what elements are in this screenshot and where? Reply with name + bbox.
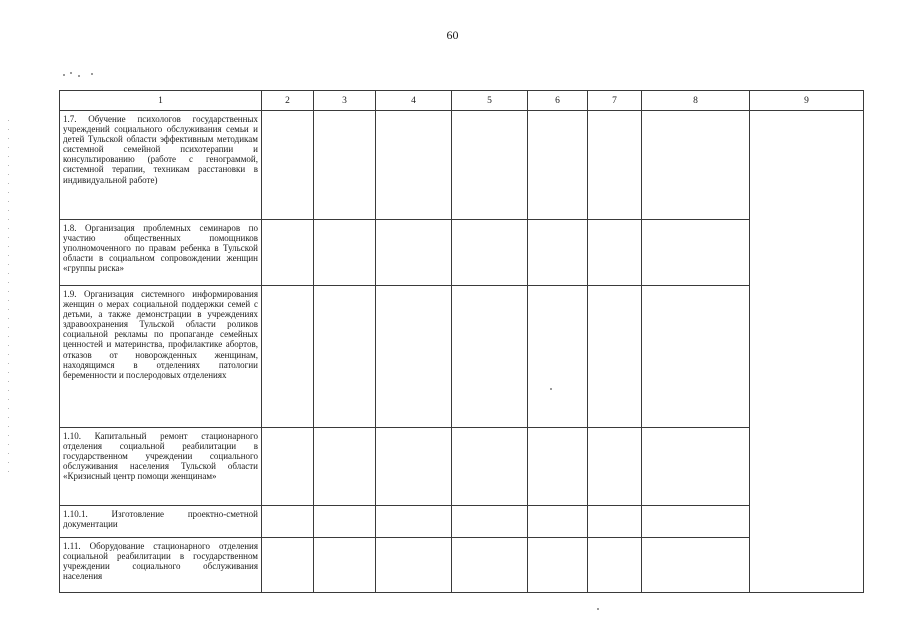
empty-cell [528,428,588,506]
empty-cell [262,220,314,286]
scan-speck [78,75,80,77]
activity-cell [60,286,262,428]
empty-cell [588,220,642,286]
column-header: 9 [750,91,864,111]
table-row [60,286,864,428]
activity-cell [60,506,262,538]
empty-cell [642,286,750,428]
page-number: 60 [446,28,459,42]
activity-cell [60,538,262,593]
empty-cell [262,111,314,220]
empty-cell [642,111,750,220]
activity-text: 1.9. Организация системного информирования женщин о мерах социальной поддержки семей с детьми, а также демонстрации в учреждениях здравоохранения Тульской области роликов социальной рекламы по пропаганде семейных ценностей и материнства, профилактике абортов, отказов от новорожденных женщинам, находящимся в отделениях патологии беременности и послеродовых отделениях [63,289,258,380]
scan-speck [91,73,93,75]
empty-cell [262,538,314,593]
column-header: 4 [376,91,452,111]
activity-text: 1.7. Обучение психологов государственных учреждений социального обслуживания семьи и детей Тульской области эффективным методикам системной семейной психотерапии и консультированию (работе с генограммой, системной терапии, техникам расстановки в индивидуальной работе) [63,114,258,185]
scan-speck [63,74,65,76]
activity-cell [60,428,262,506]
empty-cell [588,538,642,593]
empty-cell [528,220,588,286]
table-row [60,428,864,506]
empty-cell [314,428,376,506]
column-header: 6 [528,91,588,111]
column-header: 8 [642,91,750,111]
empty-cell [452,538,528,593]
activity-cell [60,111,262,220]
table-row [60,111,864,220]
empty-cell [376,428,452,506]
empty-cell [588,286,642,428]
activity-text: 1.8. Организация проблемных семинаров по участию общественных помощников уполномоченного по правам ребенка в Тульской области в социальном сопровождении женщин «группы риска» [63,223,258,274]
table-row [60,220,864,286]
empty-cell [376,538,452,593]
empty-cell [528,538,588,593]
column-header: 3 [314,91,376,111]
empty-cell [314,286,376,428]
activity-text: 1.11. Оборудование стационарного отделения социальной реабилитации в государственном учреждении социального обслуживания населения [63,541,258,582]
empty-cell [642,428,750,506]
empty-cell [642,538,750,593]
empty-cell [452,286,528,428]
column-header: 1 [60,91,262,111]
column-header: 7 [588,91,642,111]
empty-cell [376,220,452,286]
empty-cell [642,220,750,286]
activity-text: 1.10.1. Изготовление проектно-сметной документации [63,509,258,530]
empty-cell [750,111,864,593]
scan-speck [597,608,599,610]
activity-text: 1.10. Капитальный ремонт стационарного отделения социальной реабилитации в государственном учреждении социального обслуживания населения Тульской области «Кризисный центр помощи женщинам» [63,431,258,482]
empty-cell [262,506,314,538]
empty-cell [588,506,642,538]
empty-cell [528,286,588,428]
empty-cell [262,428,314,506]
column-header: 2 [262,91,314,111]
empty-cell [528,506,588,538]
empty-cell [452,111,528,220]
empty-cell [376,286,452,428]
empty-cell [528,111,588,220]
empty-cell [588,111,642,220]
table-row [60,506,864,538]
table-row [60,538,864,593]
empty-cell [376,506,452,538]
left-margin-binding-dots [8,120,9,480]
table-header-row [60,91,864,111]
scan-speck [70,72,72,74]
empty-cell [262,286,314,428]
empty-cell [314,506,376,538]
empty-cell [376,111,452,220]
activity-cell [60,220,262,286]
column-header: 5 [452,91,528,111]
plan-table [59,90,864,593]
empty-cell [452,506,528,538]
empty-cell [452,220,528,286]
empty-cell [452,428,528,506]
empty-cell [314,538,376,593]
empty-cell [314,111,376,220]
empty-cell [588,428,642,506]
empty-cell [314,220,376,286]
empty-cell [642,506,750,538]
